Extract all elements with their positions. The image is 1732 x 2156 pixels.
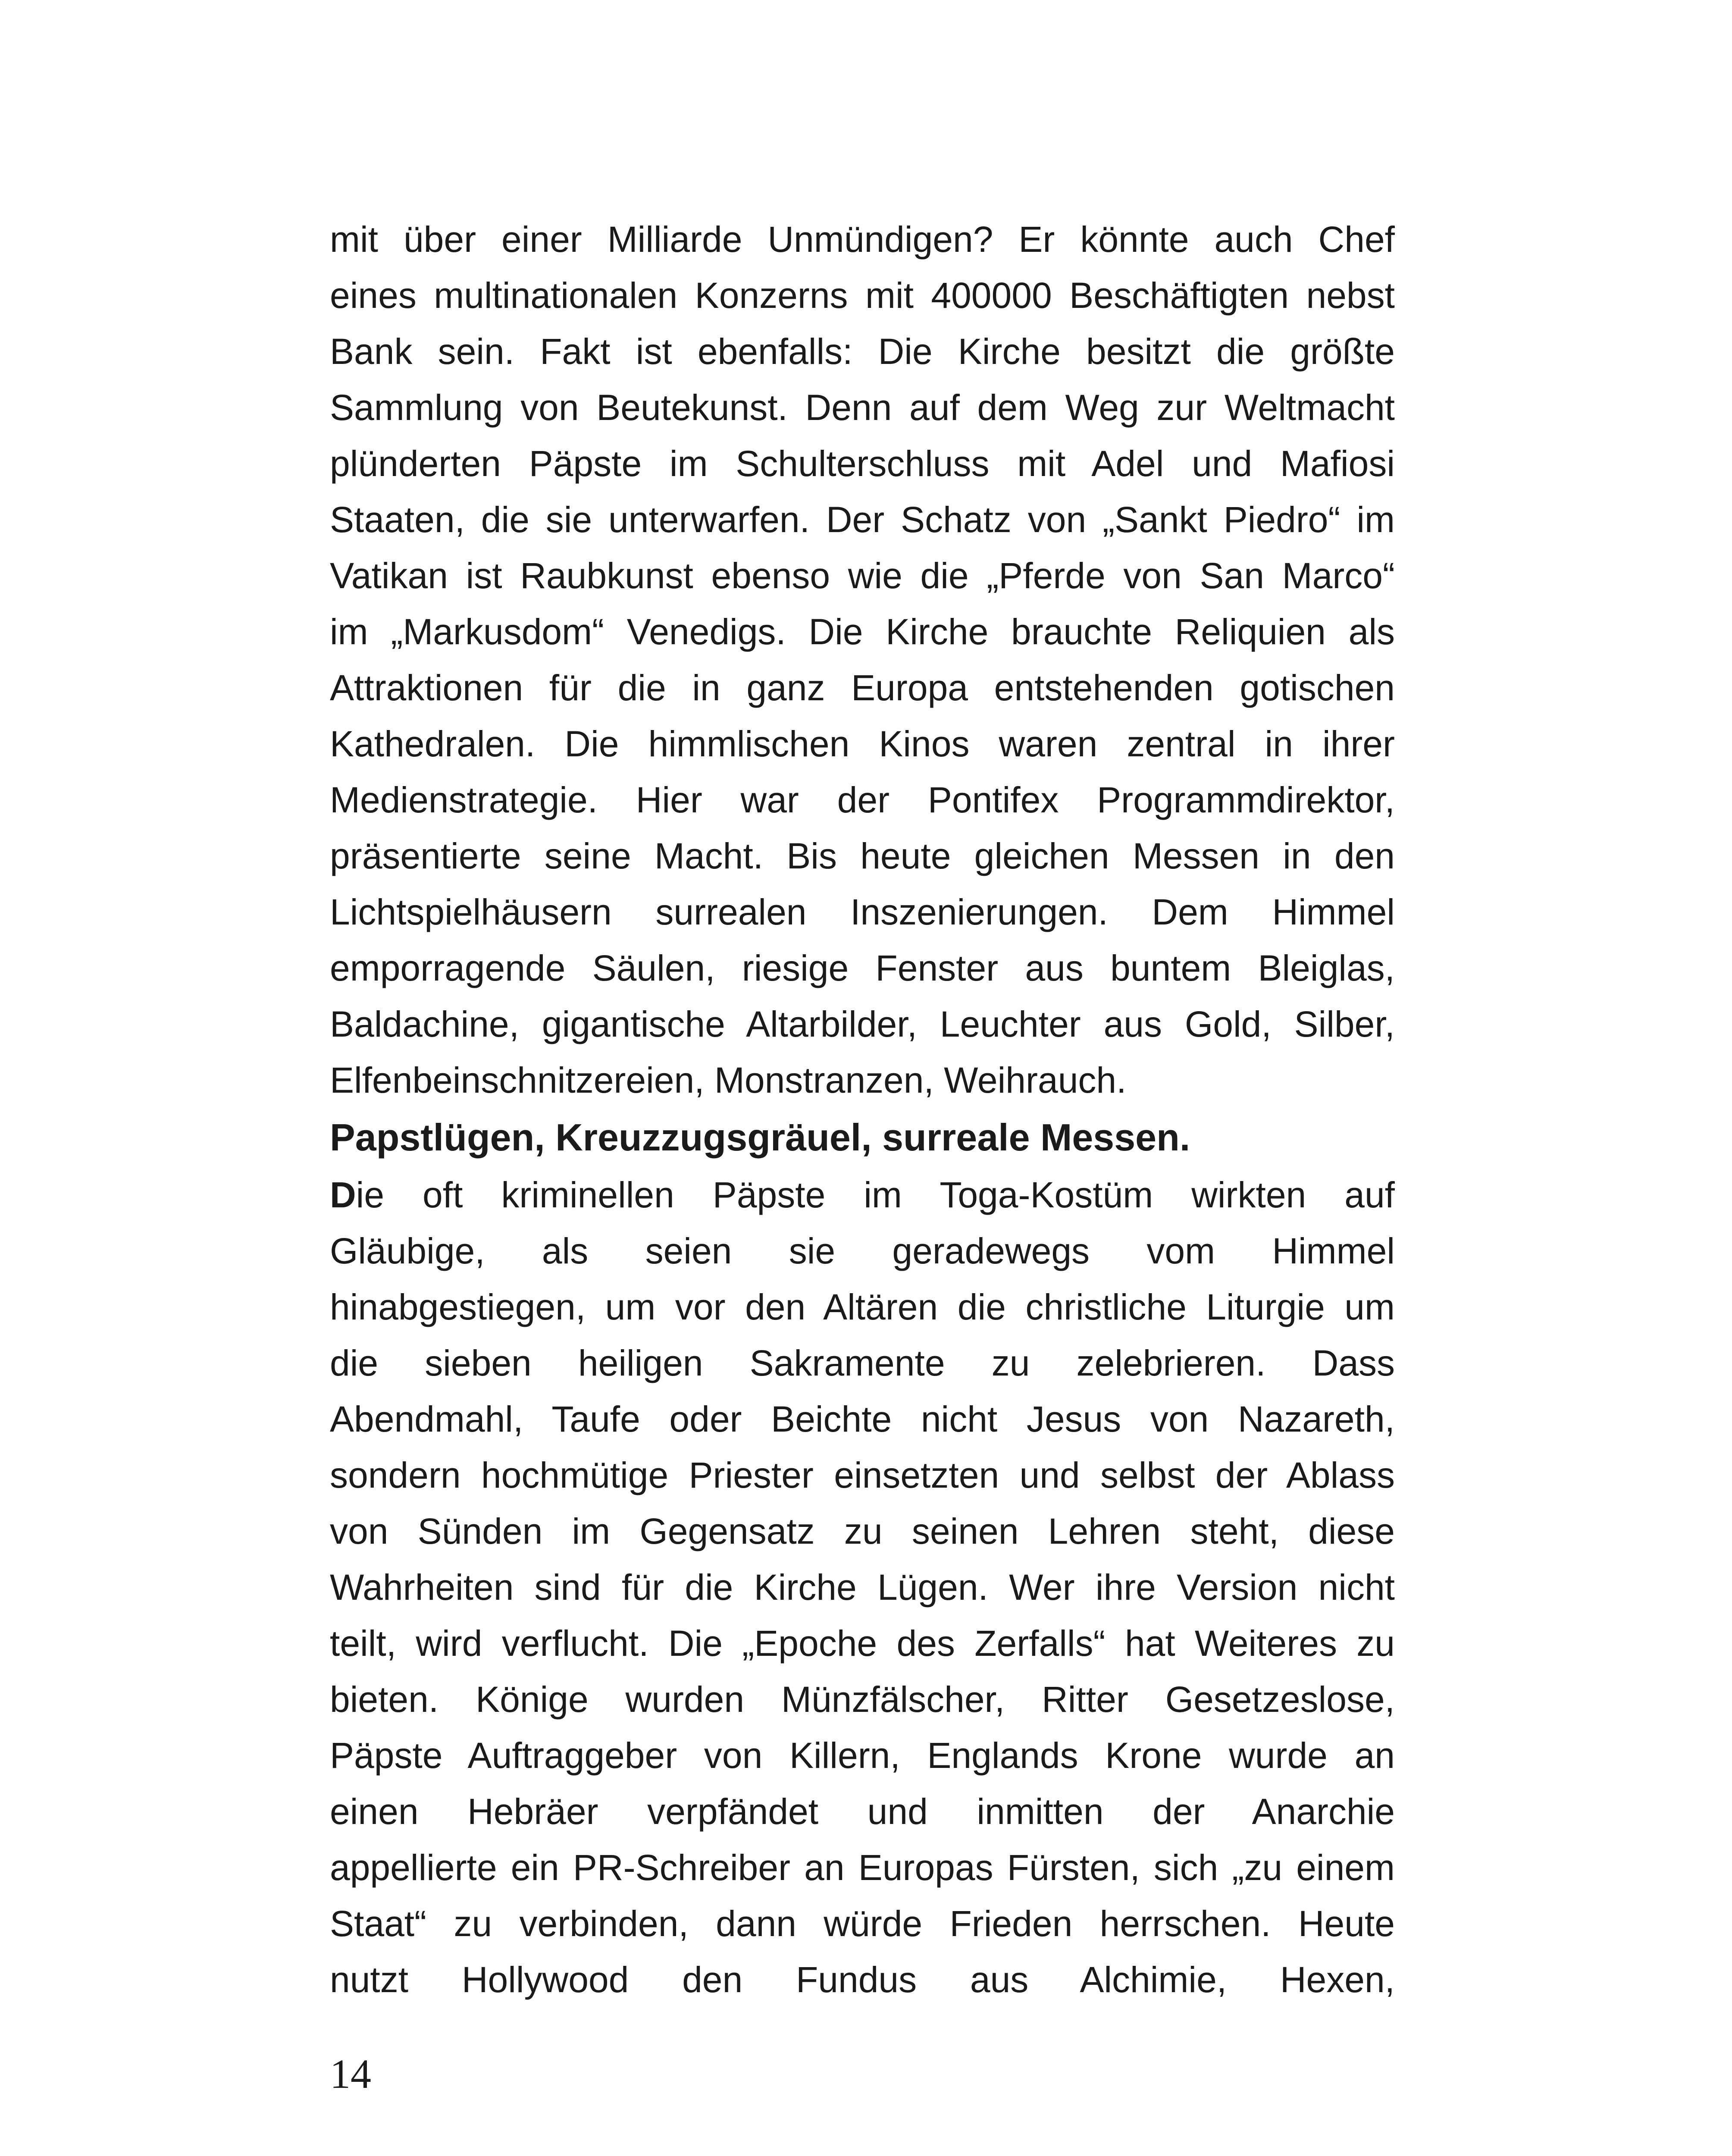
text-line: Staat“ zu verbinden, dann würde Frieden herrschen. Heute [330,1903,1395,1944]
text-line: Bank sein. Fakt ist ebenfalls: Die Kirche besitzt die größte [330,331,1395,372]
text-line: mit über einer Milliarde Unmündigen? Er könnte auch Chef [330,219,1395,260]
text-line: präsentierte seine Macht. Bis heute gleichen Messen in den [330,836,1395,876]
text-line: einen Hebräer verpfändet und inmitten der Anarchie [330,1791,1395,1832]
page-number: 14 [330,2051,371,2097]
paragraph-2 [330,1167,1395,2008]
text-line: Päpste Auftraggeber von Killern, Englands Krone wurde an [330,1735,1395,1776]
text-line: von Sünden im Gegensatz zu seinen Lehren steht, diese [330,1511,1395,1551]
text-line: Gläubige, als seien sie geradewegs vom Himmel [330,1231,1395,1271]
paragraph-1 [330,211,1395,1108]
text-line: hinabgestiegen, um vor den Altären die christliche Liturgie um [330,1287,1395,1327]
section-heading: Papstlügen, Kreuzzugsgräuel, surreale Messen. [330,1116,1190,1159]
text-line: nutzt Hollywood den Fundus aus Alchimie, Hexen, [330,1959,1395,2000]
text-line: Medienstrategie. Hier war der Pontifex Programmdirektor, [330,780,1395,820]
body-text [330,211,1395,2008]
text-line: Vatikan ist Raubkunst ebenso wie die „Pferde von San Marco“ [330,555,1395,596]
text-line: Baldachine, gigantische Altarbilder, Leuchter aus Gold, Silber, [330,1004,1395,1044]
text-line: eines multinationalen Konzerns mit 400000 Beschäftigten nebst [330,275,1395,316]
text-line: Abendmahl, Taufe oder Beichte nicht Jesus von Nazareth, [330,1399,1395,1439]
text-line: Wahrheiten sind für die Kirche Lügen. Wer ihre Version nicht [330,1567,1395,1608]
text-line: im „Markusdom“ Venedigs. Die Kirche brauchte Reliquien als [330,611,1395,652]
text-line: Kathedralen. Die himmlischen Kinos waren zentral in ihrer [330,724,1395,764]
text-line: die sieben heiligen Sakramente zu zelebrieren. Dass [330,1343,1395,1383]
text-line: bieten. Könige wurden Münzfälscher, Ritter Gesetzeslose, [330,1679,1395,1720]
text-line: Elfenbeinschnitzereien, Monstranzen, Weihrauch. [330,1060,1127,1100]
first-line-text: ie oft kriminellen Päpste im Toga-Kostüm wirkten auf [356,1175,1395,1215]
text-line: Staaten, die sie unterwarfen. Der Schatz von „Sankt Piedro“ im [330,499,1395,540]
text-line: emporragende Säulen, riesige Fenster aus buntem Bleiglas, [330,948,1395,988]
text-line-first [330,1167,1395,1223]
text-line: Attraktionen für die in ganz Europa entstehenden gotischen [330,667,1395,708]
text-line: appellierte ein PR-Schreiber an Europas Fürsten, sich „zu einem [330,1847,1395,1888]
text-line: Sammlung von Beutekunst. Denn auf dem Weg zur Weltmacht [330,387,1395,428]
text-line: plünderten Päpste im Schulterschluss mit Adel und Mafiosi [330,443,1395,484]
text-line: sondern hochmütige Priester einsetzten und selbst der Ablass [330,1455,1395,1495]
text-line: teilt, wird verflucht. Die „Epoche des Zerfalls“ hat Weiteres zu [330,1623,1395,1664]
text-line: Lichtspielhäusern surrealen Inszenierungen. Dem Himmel [330,892,1395,932]
drop-cap: D [330,1175,356,1215]
